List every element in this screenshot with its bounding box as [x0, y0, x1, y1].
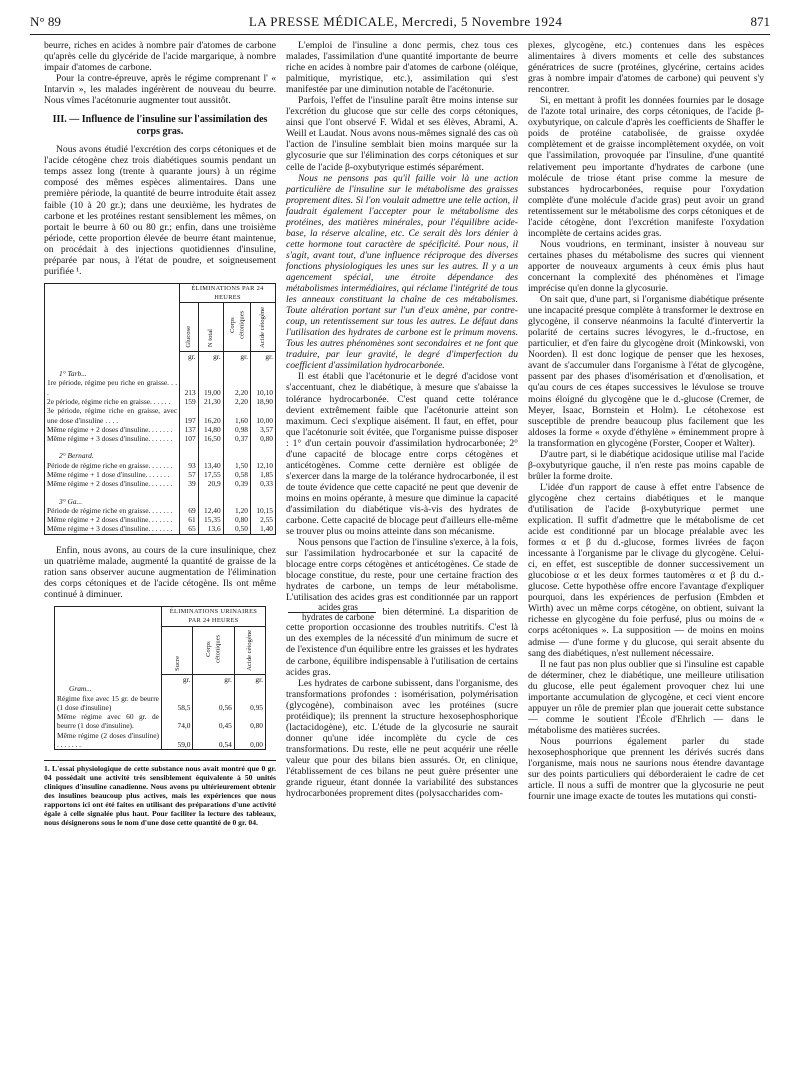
row-label: Période de régime riche en graisse. . . . . . .	[47, 505, 173, 515]
journal-title: LA PRESSE MÉDICALE, Mercredi, 5 Novembre 1924	[248, 14, 563, 29]
table-cell	[45, 489, 180, 497]
table-cell: 13,40	[198, 461, 223, 470]
page-number: 871	[750, 14, 770, 29]
table-row	[45, 497, 275, 506]
table-cell: 0,45	[193, 712, 234, 731]
table-row	[45, 406, 275, 425]
table-cell: 107	[180, 434, 199, 443]
table-cell	[180, 443, 199, 451]
table-cell: 0,54	[193, 731, 234, 750]
paragraph: beurre, riches en acides à nombre pair d'atomes de carbone qu'après celle du glycéride de l'acide margarique, à nombre impair d'atomes de carbone.	[44, 40, 276, 74]
table-cell: 57	[180, 470, 199, 479]
table-cell: 17,55	[198, 470, 223, 479]
table-cell: 197	[180, 406, 199, 425]
table-cell: 0,50	[223, 524, 250, 533]
table-cell	[180, 361, 199, 369]
table-caption: ÉLIMINATIONS URINAIRES PAR 24 HEURES	[161, 607, 265, 626]
row-label: Même régime + 2 doses d'insuline. . . . . . .	[47, 479, 173, 489]
row-label: Période de régime riche en graisse. . . . . . .	[47, 460, 173, 470]
row-label: Régime fixe avec 15 gr. de beurre (1 dose d'insuline)	[57, 693, 159, 712]
table-cell	[180, 451, 199, 460]
table-row	[45, 397, 275, 406]
unit-cell: gr.	[250, 351, 275, 361]
table-cell	[250, 497, 275, 506]
patient-name: 3° Ga...	[59, 496, 83, 506]
unit-cell: gr.	[198, 351, 223, 361]
paragraph	[286, 537, 518, 678]
table-cell: 69	[180, 506, 199, 515]
paragraph: plexes, glycogène, etc.) contenues dans les espèces alimentaires à divers moments et celle des substances génératrices de sucre (protéines, glycérine, certains acides gras à nombre impair d'atomes de carbone) qui peuvent s'y rencontrer.	[528, 40, 764, 96]
table-cell: 20,9	[198, 479, 223, 488]
paragraph: Nous pourrions également parler du stade hexosephosphorique que prennent les dérivés sucrés dans l'organisme, mais nous ne saurions nous étendre davantage sur des points particuliers qui déborderaient le cadre de cet article. Il nous a suffi de montrer que la glycosurie ne peut fournir une image exacte de toutes les mutations qui consti-	[528, 735, 764, 803]
table-cell	[234, 684, 265, 693]
table-cell: 0,80	[223, 515, 250, 524]
paragraph: Il est établi que l'acétonurie et le degré d'acidose vont s'accentuant, chez le diabétique, à mesure que s'abaisse la tolérance hydrocarbonée. C'est quand cette tolérance devient extrêmement faible que l'acétonurie atteint son maximum. Ceci s'explique aisément. Il faut, en effet, pour que l'acétonurie soit évitée, que l'organisme puisse disposer : 1° d'un certain pouvoir d'assimilation hydrocarbonée; 2° d'une capacité de blocage entre corps cétogènes et anticétogènes. Comme cette dernière est obligée de s'exercer dans la marge de la tolérance hydrocarbonée, il est de toute évidence que cette capacité ne peut que devenir de moins en moins opérante, à mesure que diminue la capacité d'assimilation du diabétique vis-à-vis des hydrates de carbone. Cette capacité de blocage peut d'ailleurs elle-même se trouver plus ou moins atteinte dans son mécanisme.	[286, 371, 518, 538]
table-cell	[223, 497, 250, 506]
patient-name: 1° Tarb...	[59, 369, 87, 379]
table-cell: 0,56	[193, 694, 234, 713]
row-label: Même régime + 3 doses d'insuline. . . . . . .	[47, 524, 173, 534]
table-cell: 21,30	[198, 397, 223, 406]
column-header: Corps cétoniques	[228, 311, 245, 340]
table-cell	[198, 369, 223, 378]
table-cell: 10,00	[250, 406, 275, 425]
table-cell: 16,50	[198, 434, 223, 443]
table-cell: 12,40	[198, 506, 223, 515]
table-row	[45, 524, 275, 533]
table-cell: 15,35	[198, 515, 223, 524]
table-row	[45, 515, 275, 524]
table-cell	[180, 489, 199, 497]
paragraph: L'emploi de l'insuline a donc permis, chez tous ces malades, l'assimilation d'une quantité importante de beurre riche en acides à nombre pair d'atomes de carbone (oléique, palmitique, myristique, etc.), assimilation qui s'est manifestée par une diminution notable de l'acétonurie.	[286, 40, 518, 96]
unit-cell: gr.	[223, 351, 250, 361]
table-cell	[180, 497, 199, 506]
table-cell	[250, 361, 275, 369]
column-header: N total	[207, 329, 215, 348]
table-cell	[223, 489, 250, 497]
table-cell	[250, 443, 275, 451]
text: Nous pensons que l'action de l'insuline s'exerce, à la fois, sur l'assimilation hydrocarbonée et sur la capacité de blocage entre corps cétogènes et anticétogènes. Ce stade de blocage constitue, du reste, pour une certaine fraction des hydrates de carbone, un temps de leur métabolisme. L'utilisation des acides gras est conditionnée par un rapport	[286, 537, 518, 604]
table-cell: 61	[180, 515, 199, 524]
paragraph: On sait que, d'une part, si l'organisme diabétique présente une incapacité presque complète à transformer le dextrose en glycogène, il conserve néanmoins la faculté d'intervertir la polarité de certains sucres lévogyres, le d.-fructose, en particulier, et d'en faire du glycogène droit (Minkowski, von Noorden). Il est donc logique de penser que les hexoses, avant de s'accumuler dans l'organisme à l'état de glycogène, passent par des phases d'isomérisation et d'œnolisation, et qu'au cours de ces étapes successives le lévulose se trouve moins éloigné du glycogène que le d.-glucose (Cremer, de Meyer, Isaac, Bornstein et Holm). Le cétohexose est susceptible de prendre beaucoup plus facilement que les aldoses la forme « oxyde d'éthylène » éminemment propre à la transformation en glycogène (Forster, Cooper et Walter).	[528, 294, 764, 449]
table-cell	[250, 489, 275, 497]
table-cell: 0,98	[223, 425, 250, 434]
table-cell: 213	[180, 378, 199, 397]
table-cell	[180, 369, 199, 378]
table-cell	[198, 443, 223, 451]
text: bien déterminé. La disparition de cette proportion occasionne des troubles nutritifs. C'est là un des exemples de la nécessité d'un minimum de sucre et de l'existence d'un équilibre entre les graisses et les hydrates de carbone, équilibre indispensable à l'utilisation de certains acides gras.	[286, 607, 518, 678]
table-cell: 2,55	[250, 515, 275, 524]
table-cell: 1,40	[250, 524, 275, 533]
table-cell: 0,33	[250, 479, 275, 488]
table-row	[55, 694, 265, 713]
table-cell: 10,10	[250, 378, 275, 397]
table-cell: 2,20	[223, 378, 250, 397]
paragraph: D'autre part, si le diabétique acidosique utilise mal l'acide β-oxybutyrique gauche, il n'en reste pas moins capable de brûler la forme droite.	[528, 448, 764, 482]
table-cell: 0,80	[250, 434, 275, 443]
table-cell: 1,20	[223, 506, 250, 515]
table-cell	[223, 443, 250, 451]
header-rule	[30, 34, 770, 35]
unit-cell: gr.	[234, 674, 265, 684]
row-label: Même régime + 2 doses d'insuline. . . . . . .	[47, 515, 173, 525]
column-2	[286, 40, 518, 799]
table-cell: 65	[180, 524, 199, 533]
fraction-denominator: hydrates de carbone	[302, 612, 374, 623]
table-cell	[193, 684, 234, 693]
table-cell: 1,60	[223, 406, 250, 425]
table-cell: 16,20	[198, 406, 223, 425]
table-cell	[45, 443, 180, 451]
table-cell: 0,39	[223, 479, 250, 488]
table-cell: 14,80	[198, 425, 223, 434]
table-row	[45, 451, 275, 460]
table-cell	[250, 369, 275, 378]
table-cell: 0,37	[223, 434, 250, 443]
table-cell	[198, 489, 223, 497]
table-row	[55, 731, 265, 750]
table-row	[45, 425, 275, 434]
paragraph: L'idée d'un rapport de cause à effet entre l'absence de glycogène chez certains diabétiques et le manque d'utilisation de l'acide β-oxybutyrique permet une explication. Il suffit d'admettre que le métabolisme de cet acide est conditionné par un blocage préalable avec les formes α et β du d.-glucose, formes livrées de façon incessante à l'organisme par le clivage du glycogène. Celui-ci, en effet, est susceptible de donner successivement un glucobiose α et les deux formes tautomères α et β du d.-glucose. Cette hypothèse offre encore l'avantage d'expliquer pourquoi, dans les expériences de perfusion (Embden et Wirth) avec un même corps cétogène, on obtient, suivant la richesse en glycogène du foie perfusé, plus ou moins de « corps acétoniques ». La supposition — de moins en moins admise — d'une forme γ du glucose, qui serait absente du sang des diabétiques, n'est nullement nécessaire.	[528, 481, 764, 659]
row-label: 1re période, régime peu riche en graisse. . . .	[47, 378, 178, 397]
paragraph: Les hydrates de carbone subissent, dans l'organisme, des transformations profondes : isomérisation, polymérisation (glycogène), combinaison avec les protéines (sucre protéidique); ils prennent la structure hexosephosphorique (lactacidogène), etc. L'étude de la glycosurie ne saurait donner qu'une idée incomplète du cycle de ces transformations. Du reste, elle ne peut acquérir une réelle valeur que pour des bilans bien assurés. Or, en clinique, l'établissement de ces bilans ne peut guère présenter une grande rigueur, étant donnée la variabilité des substances hydrocarbonées proprement dites (polysaccharides com-	[286, 677, 518, 800]
unit-cell: gr.	[161, 674, 192, 684]
ratio-fraction	[288, 603, 376, 622]
table-row	[55, 712, 265, 731]
paragraph	[286, 173, 518, 372]
column-3	[528, 40, 764, 802]
table-row	[45, 443, 275, 451]
row-label: Même régime (2 doses d'insuline) . . . . . . .	[57, 730, 159, 749]
table-cell	[223, 361, 250, 369]
table-cell: 2,20	[223, 397, 250, 406]
paragraph: Pour la contre-épreuve, après le régime comprenant l' « Intarvin », les malades ingérèrent de nouveau du beurre. Nous vîmes l'acétonurie augmenter tout aussitôt.	[44, 73, 276, 107]
row-label: 3e période, régime riche en graisse, avec une dose d'insuline . . . .	[47, 406, 178, 425]
table-row	[45, 434, 275, 443]
column-header: Glucose	[185, 325, 193, 348]
paragraph: Si, en mettant à profit les données fournies par le dosage de l'azote total urinaire, des corps cétoniques, de l'acide β-oxybutyrique, on calcule d'après les coefficients de Shaffer le poids de protéine catabolisée, de graisse oxydée complètement et de graisse incomplètement oxydée, on voit que l'assimilation, provoquée par l'insuline, d'une quantité relativement peu importante d'hydrates de carbone (une molécule de triose étant prise comme la mesure de substances hydrocarbonées, requise pour l'oxydation complète d'une molécule d'acide gras) peut avoir un grand retentissement sur le métabolisme des corps cétoniques et de l'acide cétogène, dont l'excrétion manifeste l'oxydation incomplète de certains acides gras.	[528, 95, 764, 239]
table-cell	[198, 497, 223, 506]
table-cell: 1,85	[250, 470, 275, 479]
patient-name: 2° Bernard.	[59, 451, 94, 461]
column-header: Corps cétoniques	[205, 634, 222, 663]
table-eliminations-2	[54, 606, 266, 750]
paragraph: Nous voudrions, en terminant, insister à nouveau sur certaines phases du métabolisme des sucres qui viennent apporter de nouveaux arguments à ceux émis plus haut concernant la complexité des phénomènes et l'image imprécise qu'en donne la glycosurie.	[528, 238, 764, 295]
unit-cell: gr.	[180, 351, 199, 361]
table-row	[45, 470, 275, 479]
table-cell	[45, 351, 180, 361]
section-heading: III. — Influence de l'insuline sur l'assimilation des corps gras.	[52, 114, 268, 138]
table-cell: 18,90	[250, 397, 275, 406]
table-cell: 13,6	[198, 524, 223, 533]
table-cell	[223, 369, 250, 378]
table-cell: 0,00	[234, 731, 265, 750]
table-row	[55, 674, 265, 684]
column-header: Acide cétogène	[246, 629, 254, 671]
row-label: Même régime + 2 doses d'insuline. . . . . . .	[47, 424, 173, 434]
column-1	[44, 40, 276, 827]
table-cell: 1,50	[223, 461, 250, 470]
unit-cell: gr.	[193, 674, 234, 684]
table-cell: 137	[180, 425, 199, 434]
table-row	[45, 506, 275, 515]
fraction-numerator: acides gras	[288, 603, 376, 613]
table-cell: 39	[180, 479, 199, 488]
table-cell: 93	[180, 461, 199, 470]
table-cell: 3,57	[250, 425, 275, 434]
paragraph: Parfois, l'effet de l'insuline paraît être moins intense sur l'excrétion du glucose que sur celle des corps cétoniques, ainsi que l'ont observé F. Widal et ses élèves, Abrami, A. Weill et Laudat. Nous avons nous-mêmes signalé des cas où l'action de l'insuline semblait bien moins marquée sur la glycosurie que sur l'élimination des corps cétoniques et sur celle de l'acide β-oxybutyrique estimés séparément.	[286, 95, 518, 173]
table-row	[45, 369, 275, 378]
column-header: Acide cétogène	[259, 306, 267, 348]
table-cell	[198, 361, 223, 369]
table-cell: 58,5	[161, 694, 192, 713]
row-label: Même régime avec 60 gr. de beurre (1 dose d'insuline).	[57, 712, 159, 731]
table-row	[45, 489, 275, 497]
table-row	[45, 461, 275, 470]
table-caption: ÉLIMINATIONS PAR 24 HEURES	[180, 284, 275, 303]
table-cell	[223, 451, 250, 460]
table-cell	[250, 451, 275, 460]
running-header	[30, 14, 770, 36]
paragraph: Il ne faut pas non plus oublier que si l'insuline est capable de déterminer, chez le diabétique, une meilleure utilisation du glucose, elle peut également provoquer chez lui une importante accumulation de glycogène, et ceci vient encore appuyer un rôle de premier plan que jouerait cette substance — comme le soutient l'École d'Ehrlich — dans le métabolisme des matières sucrées.	[528, 658, 764, 736]
table-cell	[161, 684, 192, 693]
paragraph: Enfin, nous avons, au cours de la cure insulinique, chez un quatrième malade, augmenté la quantité de graisse de la ration sans observer aucune augmentation de l'élimination des corps cétoniques et de l'acide cétogène. Ils ont même continué à diminuer.	[44, 544, 276, 600]
table-cell	[55, 674, 161, 684]
table-row	[55, 684, 265, 693]
table-eliminations-1	[44, 283, 276, 535]
table-cell: 0,80	[234, 712, 265, 731]
patient-name: Gram...	[69, 684, 92, 694]
table-cell	[198, 451, 223, 460]
table-row	[45, 378, 275, 397]
footnote: 1. L'essai physiologique de cette substance nous avait montré que 0 gr. 04 possédait une activité très sensiblement équivalente à 50 unités cliniques d'insuline canadienne. Nous avons pu ultérieurement obtenir des insulines beaucoup plus actives, mais les expériences que nous rapportons ici ont été faites en utilisant des préparations d'une activité égale à celle signalée plus haut. Pour faciliter la lecture des tableaux, nous désignerons sous le nom d'une dose cette quantité de 0 gr. 04.	[44, 760, 276, 827]
table-cell: 0,58	[223, 470, 250, 479]
table-row	[45, 361, 275, 369]
table-row	[45, 351, 275, 361]
table-cell: 74,0	[161, 712, 192, 731]
table-cell: 10,15	[250, 506, 275, 515]
paragraph: Nous avons étudié l'excrétion des corps cétoniques et de l'acide cétogène chez trois diabétiques soumis pendant un temps assez long (trente à quarante jours) à un régime composé des mêmes espèces alimentaires. Dans une première période, la quantité de beurre introduite était assez faible (10 à 20 gr.); dans une deuxième, les hydrates de carbone et les protéines restant sensiblement les mêmes, on portait le beurre à 60 ou 80 gr.; enfin, dans une troisième période, cette proportion élevée de beurre étant maintenue, on procédait à des injections quotidiennes d'insuline, préparée par nous, à l'état de poudre, et soigneusement purifiée ¹.	[44, 144, 276, 277]
row-label: Même régime + 3 doses d'insuline. . . . . . .	[47, 434, 173, 444]
table-cell: 59,0	[161, 731, 192, 750]
row-label: 2e période, régime riche en graisse. . . . . .	[47, 396, 171, 406]
row-label: Même régime + 1 dose d'insuline. . . . . . .	[47, 470, 170, 479]
column-header: Sucre	[173, 655, 181, 671]
table-cell: 159	[180, 397, 199, 406]
issue-number: N° 89	[30, 14, 61, 29]
table-cell: 19,00	[198, 378, 223, 397]
table-cell	[45, 361, 180, 369]
table-cell: 12,10	[250, 461, 275, 470]
table-cell: 0,95	[234, 694, 265, 713]
italic-text: Nous ne pensons pas qu'il faille voir là une action particulière de l'insuline sur le métabolisme des graisses proprement dites. Si l'on voulait admettre une telle action, il faudrait également l'accepter pour le métabolisme des protéines, des matières minérales, pour l'équilibre acide-base, la réserve alcaline, etc. Ce serait dès lors dénier à cette hormone tout caractère de spécificité. Pour nous, il s'agit, avant tout, d'une influence réciproque des diverses fonctions physiologiques les unes sur les autres. Il y a un agencement spécial, une étroite dépendance des métabolismes intermédiaires, qui réclame l'intégrité de tous les anneaux constituant la chaîne de ces métabolismes. Toute altération portant sur l'un d'eux amène, par contre-coup, un retentissement sur tous les autres. Le défaut dans l'utilisation des hydrates de carbone est le primum movens. Tous les autres phénomènes sont secondaires et ne font que traduire, par leur gravité, le degré d'imperfection du coefficient d'assimilation hydrocarbonée.	[286, 172, 518, 372]
table-row	[45, 479, 275, 488]
